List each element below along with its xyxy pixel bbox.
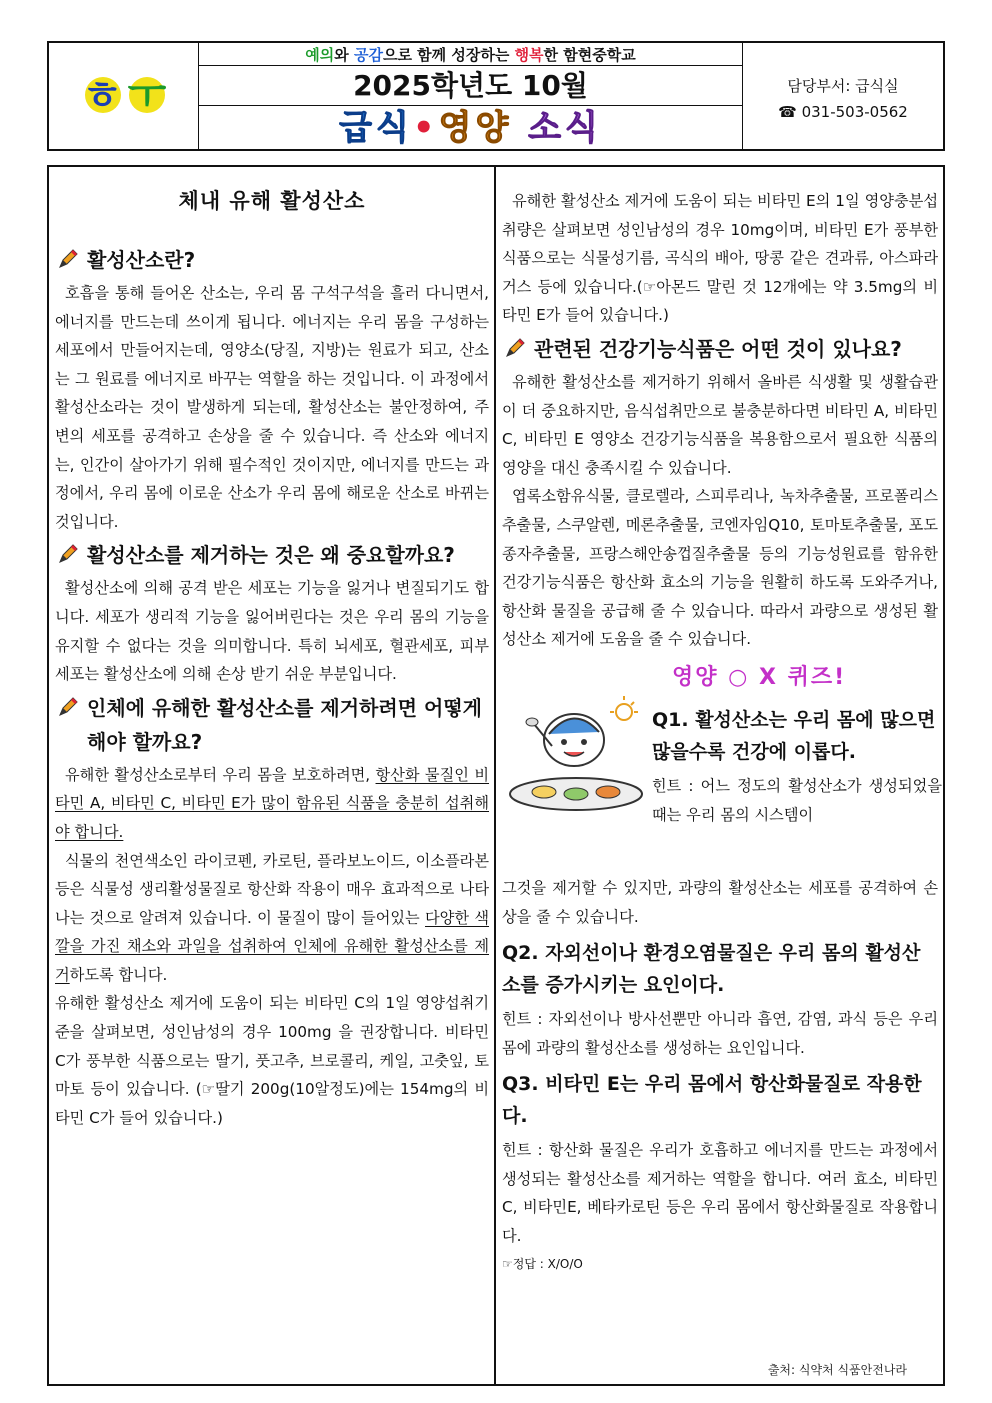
newsletter-title [199,107,742,149]
quiz-hint-1: 힌트 : 어느 정도의 활성산소가 생성되었을 때는 우리 몸의 시스템이 [652,776,942,824]
pencil-icon [57,543,79,565]
paragraph [55,761,489,847]
underlined-text: 다양한 색깔을 가진 채소와 과일을 섭취하여 인체에 유해한 활성산소를 제거 [55,908,490,984]
title-part: 급식 [339,108,413,148]
motto-word-happiness: 행복 [514,46,544,64]
quiz-question-2: Q2. 자외선이나 환경오염물질은 우리 몸의 활성산소를 증가시키는 요인이다. [502,942,921,997]
right-column [496,167,943,1384]
svg-text:ㅜ: ㅜ [127,73,167,119]
school-motto [199,45,742,66]
section-heading-text: 인체에 유해한 활성산소를 제거하려면 어떻게 해야 할까요? [87,695,482,754]
quiz-hint-3: 힌트 : 항산화 물질은 우리가 호흡하고 에너지를 만드는 과정에서 생성되는 활성산소를 제거하는 역할을 합니다. 여러 효소, 비타민C, 비타민E, 베타카로틴 등은 우리 몸에서 항산화물질로 작용합니다. [502,1141,938,1246]
section-heading-text: 관련된 건강기능식품은 어떤 것이 있나요? [534,336,902,361]
motto-text: 와 [334,46,354,64]
section-heading [55,691,489,759]
quiz-section [502,654,942,884]
paragraph: 호흡을 통해 들어온 산소는, 우리 몸 구석구석을 흘러 다니면서, 에너지를 만드는데 쓰이게 됩니다. 에너지는 우리 몸을 구성하는 세포에서 만들어지는데, 영양소(당질, 지방)는 원료가 되고, 산소는 그 원료를 에너지로 바꾸는 역할을 하는 것입니다. 이 과정에서 활성산소라는 것이 발생하게 되는데, 활성산소는 불안정하여, 주변의 세포를 공격하고 손상을 줄 수 있습니다. 즉 산소와 에너지는, 인간이 살아가기 위해 필수적인 것이지만, 에너지를 만드는 과정에서, 우리 몸에 이로운 산소가 우리 몸에 해로운 산소로 바뀌는 것입니다. [55,284,489,531]
phone-number: ☎ 031-503-0562 [778,103,908,121]
quiz-hint-2: 힌트 : 자외선이나 방사선뿐만 아니라 흡연, 감염, 과식 등은 우리 몸에 과량의 활성산소를 생성하는 요인입니다. [502,1010,938,1057]
paragraph: 활성산소에 의해 공격 받은 세포는 기능을 잃거나 변질되기도 합니다. 세포가 생리적 기능을 잃어버린다는 것은 우리 몸의 기능을 유지할 수 없다는 것을 의미합니다. 특히 뇌세포, 혈관세포, 피부세포는 활성산소에 의해 손상 받기 쉬운 부분입니다. [55,579,489,684]
contact-cell [743,43,943,149]
text: 유해한 활성산소로부터 우리 몸을 보호하려면, [65,765,376,784]
logo-cell [49,43,199,149]
paragraph: 유해한 활성산소 제거에 도움이 되는 비타민 C의 1일 영양섭취기준을 살펴보면, 성인남성의 경우 100mg 을 권장합니다. 비타민 C가 풍부한 식품으로는 딸기, 풋고추, 브로콜리, 케일, 고춧잎, 토마토 등이 있습니다. (☞딸기 200g(10알정도)에는 154mg의 비타민 C가 들어 있습니다.) [55,994,489,1127]
source-credit: 출처: 식약처 식품안전나라 [767,1363,907,1377]
paragraph [55,847,489,990]
paragraph: 유해한 활성산소 제거에 도움이 되는 비타민 E의 1일 영양충분섭취량은 살펴보면 성인남성의 경우 10mg이며, 비타민 E가 풍부한 식품으로는 식물성기름, 곡식의 배아, 땅콩 같은 견과류, 아스파라거스 등에 있습니다.(☞아몬드 말린 것 12개에는 약 3.5mg의 비타민 E가 들어 있습니다.) [502,192,938,325]
article-title: 체내 유해 활성산소 [178,189,366,213]
section-heading [55,243,489,277]
department: 담당부서: 급식실 [787,77,899,95]
section-heading-text: 활성산소란? [87,248,196,272]
motto-word-empathy: 공감 [353,46,383,64]
quiz-question-1: Q1. 활성산소는 우리 몸에 많으면 많을수록 건강에 이롭다. [652,708,936,763]
title-cell [199,43,743,149]
pencil-icon [57,248,79,270]
paragraph: 유해한 활성산소를 제거하기 위해서 올바른 식생활 및 생활습관이 더 중요하지만, 음식섭취만으로 불충분하다면 비타민 A, 비타민 C, 비타민 E 영양소 건강기능식품을 복용함으로서 필요한 식품의 영양을 대신 충족시킬 수 있습니다. [502,372,938,477]
school-logo [49,43,199,149]
svg-text:ㅎ: ㅎ [82,73,122,119]
pencil-icon [504,337,526,359]
motto-word-courtesy: 예의 [305,46,335,64]
section-heading [502,332,938,366]
quiz-answer: ☞정답 : X/O/O [502,1256,583,1271]
pencil-icon [57,696,79,718]
motto-text: 으로 함께 성장하는 [382,46,515,64]
paragraph: 엽록소함유식물, 클로렐라, 스피루리나, 녹차추출물, 프로폴리스추출물, 스쿠알렌, 메론추출물, 코엔자임Q10, 토마토추출물, 포도종자추출물, 프랑스해안송껍질추출물 등의 기능성원료를 함유한 건강기능식품은 항산화 효소의 기능을 원활히 하도록 도와주거나, 항산화 물질을 공급해 줄 수 있습니다. 따라서 과량으로 생성된 활성산소 제거에 도움을 줄 수 있습니다. [502,487,938,649]
section-heading [55,538,489,572]
quiz-title: 영양 ○ X 퀴즈! [672,664,847,690]
issue-date: 2025학년도 10월 [199,67,742,106]
underlined-text: 항산화 물질인 비타민 A, 비타민 C, 비타민 E가 많이 함유된 식품을 충분히 섭취해야 합니다. [55,765,490,841]
section-heading-text: 활성산소를 제거하는 것은 왜 중요할까요? [87,543,455,568]
child-eating-illustration [504,694,646,814]
quiz-hint-1-continued: 그것을 제거할 수 있지만, 과량의 활성산소는 세포를 공격하여 손상을 줄 수 있습니다. [502,878,938,926]
newsletter-body [47,165,945,1386]
text: 하도록 합니다. [69,965,168,984]
text: 식물의 천연색소인 라이코펜, 카로틴, 플라보노이드, 이소플라본 등은 식물성 생리활성물질로 항산화 작용이 매우 효과적으로 나타나는 것으로 알려져 있습니다. 이 물질이 많이 들어있는 [55,851,489,927]
newsletter-header [47,41,945,151]
title-part: 소식 [512,108,602,148]
left-column [49,167,496,1384]
title-dot: • [412,108,439,148]
title-part: 영양 [438,108,513,148]
quiz-question-3: Q3. 비타민 E는 우리 몸에서 항산화물질로 작용한다. [502,1073,922,1128]
motto-text: 한 함현중학교 [543,46,636,64]
